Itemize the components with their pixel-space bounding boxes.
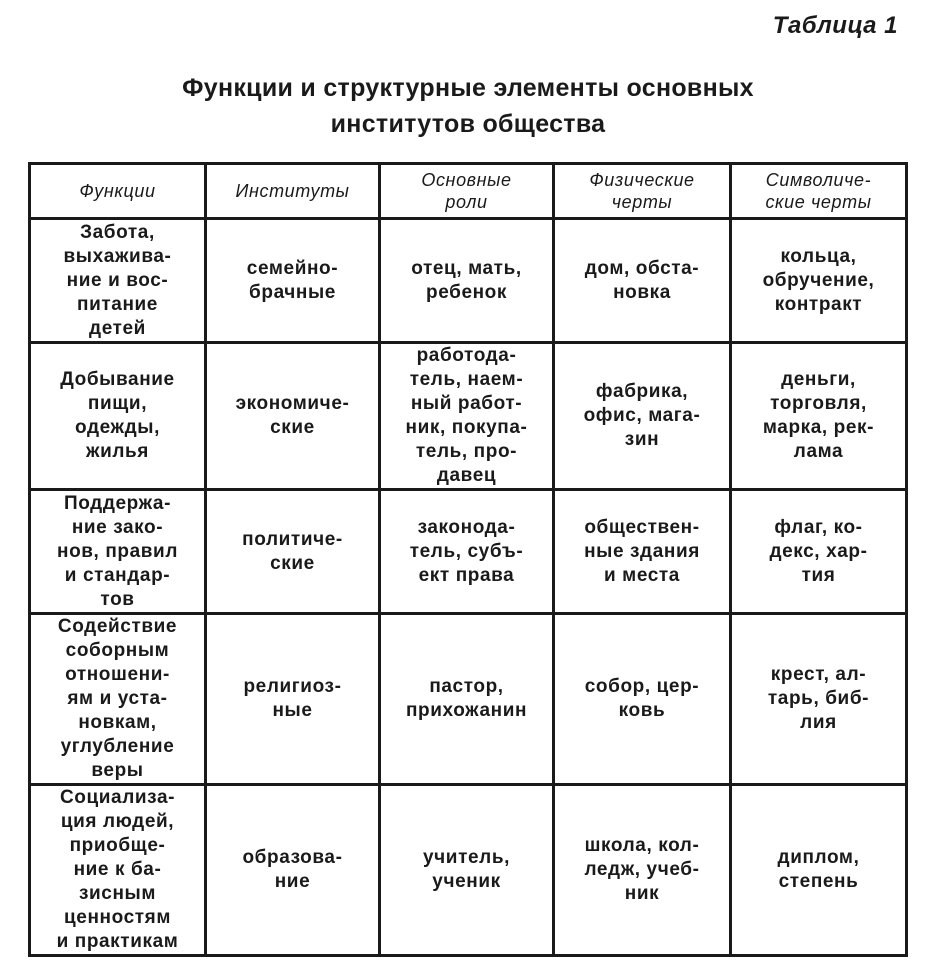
header-row — [30, 164, 907, 219]
cell-roles: законода- тель, субъ- ект права — [380, 490, 554, 614]
cell-physical: обществен- ные здания и места — [554, 490, 731, 614]
table-title-line-2: институтов общества — [330, 110, 606, 138]
cell-institution: религиоз- ные — [206, 614, 380, 785]
header-functions: Функции — [30, 164, 206, 219]
cell-institution: семейно- брачные — [206, 219, 380, 343]
cell-roles: пастор, прихожанин — [380, 614, 554, 785]
cell-function: Добывание пищи, одежды, жилья — [30, 343, 206, 490]
cell-physical: дом, обста- новка — [554, 219, 731, 343]
cell-function: Содействие соборным отношени- ям и уста- новкам, углубление веры — [30, 614, 206, 785]
cell-roles: учитель, ученик — [380, 785, 554, 956]
table-row — [30, 219, 907, 343]
cell-roles: отец, мать, ребенок — [380, 219, 554, 343]
header-main-roles: Основные роли — [380, 164, 554, 219]
cell-institution: политиче- ские — [206, 490, 380, 614]
header-symbolic-traits: Символиче- ские черты — [731, 164, 907, 219]
cell-symbolic: кольца, обручение, контракт — [731, 219, 907, 343]
cell-physical: школа, кол- ледж, учеб- ник — [554, 785, 731, 956]
table-title-line-1: Функции и структурные элементы основных — [182, 74, 754, 102]
table-title — [0, 70, 936, 142]
cell-symbolic: флаг, ко- декс, хар- тия — [731, 490, 907, 614]
cell-institution: экономиче- ские — [206, 343, 380, 490]
cell-symbolic: диплом, степень — [731, 785, 907, 956]
cell-symbolic: деньги, торговля, марка, рек- лама — [731, 343, 907, 490]
table-row — [30, 490, 907, 614]
header-physical-traits: Физические черты — [554, 164, 731, 219]
cell-symbolic: крест, ал- тарь, биб- лия — [731, 614, 907, 785]
table-row — [30, 614, 907, 785]
cell-roles: работода- тель, наем- ный работ- ник, покупа- тель, про- давец — [380, 343, 554, 490]
cell-function: Забота, выхажива- ние и вос- питание детей — [30, 219, 206, 343]
cell-physical: фабрика, офис, мага- зин — [554, 343, 731, 490]
table-row — [30, 785, 907, 956]
table-row — [30, 343, 907, 490]
cell-function: Социализа- ция людей, приобще- ние к ба- зисным ценностям и практикам — [30, 785, 206, 956]
cell-physical: собор, цер- ковь — [554, 614, 731, 785]
header-institutions: Институты — [206, 164, 380, 219]
institutions-table — [28, 162, 908, 957]
cell-institution: образова- ние — [206, 785, 380, 956]
cell-function: Поддержа- ние зако- нов, правил и стандар- тов — [30, 490, 206, 614]
table-number-label: Таблица 1 — [772, 12, 898, 39]
